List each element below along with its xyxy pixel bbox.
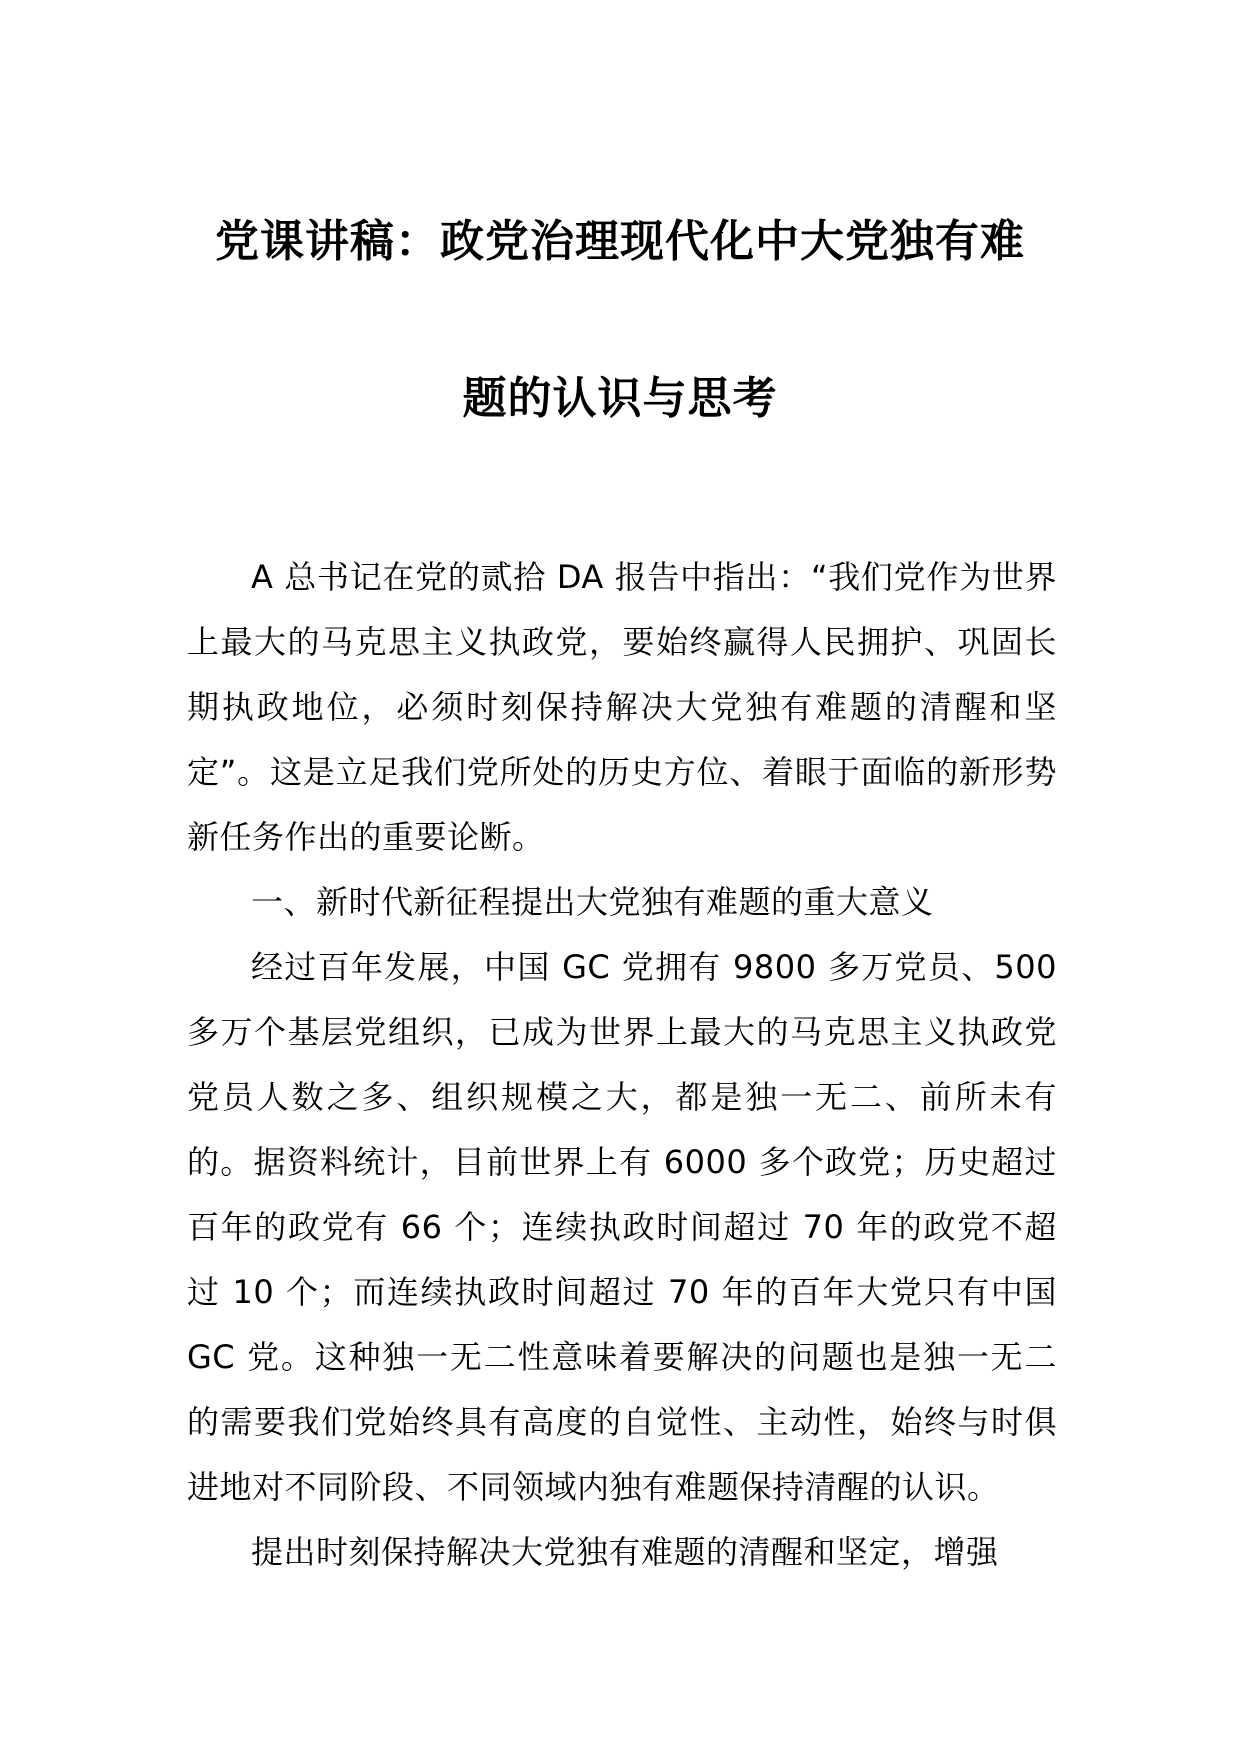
paragraph-party-scale: 经过百年发展，中国 GC 党拥有 9800 多万党员、500 多万个基层党组织，已成为世界上最大的马克思主义执政党党员人数之多、组织规模之大，都是独一无二、前所未有的。据资料统计，目前世界上有 6000 多个政党；历史超过百年的政党有 66 个；连续执政时间超过 70 年的政党不超过 10 个；而连续执政时间超过 70 年的百年大党只有中国 GC 党。这种独一无二性意味着要解决的问题也是独一无二的需要我们党始终具有高度的自觉性、主动性，始终与时俱进地对不同阶段、不同领域内独有难题保持清醒的认识。 bbox=[187, 948, 1057, 1506]
document-body bbox=[187, 545, 1057, 1585]
section-heading-1: 一、新时代新征程提出大党独有难题的重大意义 bbox=[251, 883, 934, 921]
paragraph-intro: A 总书记在党的贰拾 DA 报告中指出：“我们党作为世界上最大的马克思主义执政党，要始终赢得人民拥护、巩固长期执政地位，必须时刻保持解决大党独有难题的清醒和坚定”。这是立足我们党所处的历史方位、着眼于面临的新形势新任务作出的重要论断。 bbox=[187, 558, 1057, 856]
document-title-line-2: 题的认识与思考 bbox=[462, 373, 778, 424]
document-title-line-1: 党课讲稿：政党治理现代化中大党独有难 bbox=[215, 216, 1025, 267]
paragraph-continued: 提出时刻保持解决大党独有难题的清醒和坚定，增强 bbox=[251, 1533, 999, 1571]
